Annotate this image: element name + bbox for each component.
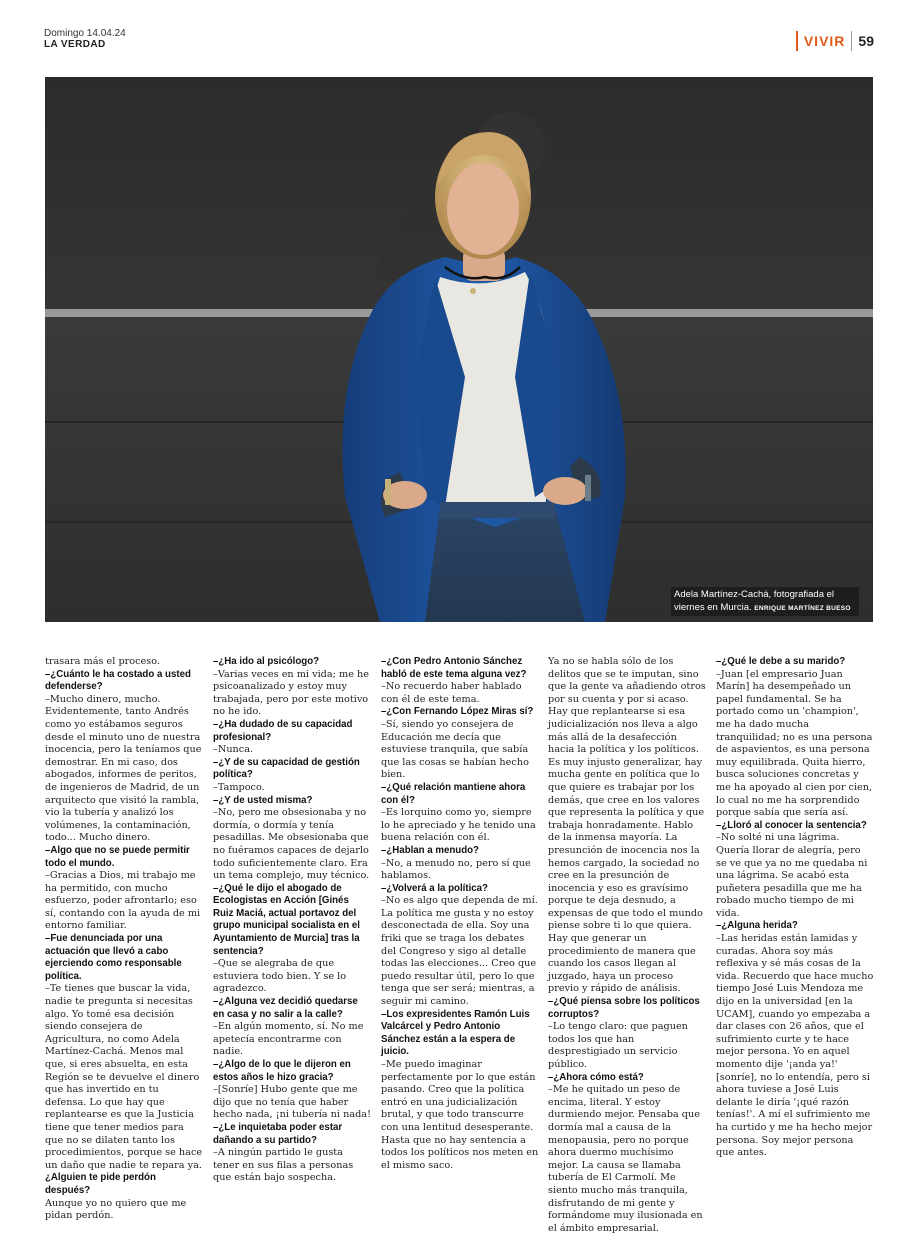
interview-question: –¿Ha dudado de su capacidad profesional?: [213, 718, 353, 743]
interview-answer: –Gracias a Dios, mi trabajo me ha permitido, con mucho esfuerzo, poder afrontarlo; eso sí, contando con la ayuda de mi entorno familiar.: [45, 870, 201, 932]
interview-question: –¿Y de su capacidad de gestión política?: [213, 756, 360, 781]
interview-answer: –[Sonríe] Hubo gente que me dijo que no tenía que haber hecho nada, ¡ni tubería ni nada!: [213, 1084, 371, 1121]
interview-question: –¿Algo de lo que le dijeron en estos años le hizo gracia?: [213, 1059, 351, 1083]
interview-question: –¿Ahora cómo está?: [548, 1071, 644, 1083]
interview-answer: –Juan [el empresario Juan Marín] ha desempeñado un papel fundamental. Se ha portado como un 'champion', me ha dado mucha tranquilidad; no es una persona de aspavientos, es una persona muy equilibrada. Quita hierro, busca soluciones concretas y me ha apoyado al cien por cien, lo cual no me ha sorprendido porque sabía que sería así.: [716, 668, 873, 819]
section-name: VIVIR: [803, 33, 846, 49]
interview-question: –¿Qué le dijo el abogado de Ecologistas en Acción [Ginés Ruiz Maciá, actual portavoz del grupo municipal socialista en el Ayuntamiento de Murcia] tras la sentencia?: [213, 882, 360, 957]
article-column-2: [213, 656, 371, 1184]
interview-question: –¿Lloró al conocer la sentencia?: [716, 819, 867, 831]
interview-question: –¿Ha ido al psicólogo?: [213, 656, 320, 667]
interview-answer: –A ningún partido le gusta tener en sus filas a personas que están bajo sospecha.: [213, 1147, 354, 1184]
section-accent-bar: [796, 31, 798, 51]
article-column-4: [548, 656, 706, 1234]
interview-answer: –Tampoco.: [213, 781, 265, 793]
portrait-illustration: [45, 77, 873, 622]
interview-question: –¿Con Fernando López Miras sí?: [381, 706, 534, 718]
interview-question: –¿Qué relación mantiene ahora con él?: [381, 781, 526, 806]
article-column-1: [45, 656, 203, 1222]
interview-answer: –No recuerdo haber hablado con él de este tema.: [381, 681, 522, 705]
page-number: 59: [858, 33, 874, 49]
interview-answer: –Me puedo imaginar perfectamente por lo que están pasando. Creo que la política entró en una judicialización brutal, y que todo transcurre con una lentitud desesperante. Hasta que no hay sentencia a todos los políticos nos meten en el mismo saco.: [381, 1059, 539, 1171]
newspaper-name: LA VERDAD: [44, 39, 106, 50]
interview-question: –¿Cuánto le ha costado a usted defenderse?: [45, 668, 191, 693]
interview-question: ¿Alguien te pide perdón después?: [45, 1172, 156, 1196]
interview-answer: –Nunca.: [213, 744, 254, 756]
interview-question: –Los expresidentes Ramón Luis Valcárcel y Pedro Antonio Sánchez están a la espera de juicio.: [381, 1008, 530, 1058]
interview-answer: –En algún momento, sí. No me apetecía encontrarme con nadie.: [213, 1021, 364, 1058]
interview-question: –¿Alguna vez decidió quedarse en casa y no salir a la calle?: [213, 996, 358, 1020]
interview-answer: –No solté ni una lágrima. Quería llorar de alegría, pero se ve que ya no me quedaba ni una lágrima. Se acabó esta puñetera pesadilla que me ha robado mucho tiempo de mi vida.: [716, 832, 868, 919]
interview-answer: –Varias veces en mi vida; me he psicoanalizado y estoy muy trabajada, pero por este motivo no he ido.: [213, 668, 369, 718]
interview-answer: –Es lorquino como yo, siempre lo he apreciado y he tenido una buena relación con él.: [381, 807, 536, 844]
interview-question: –¿Qué le debe a su marido?: [716, 656, 846, 667]
interview-answer: –Las heridas están lamidas y curadas. Ahora soy más reflexiva y sé más cosas de la vida. Recuerdo que hace mucho tiempo José Luis Mendoza me dijo en la universidad [en la UCAM], cuando yo empezaba a dar clases con 26 años, que el sufrimiento curte y te hace mejor persona. Yo en aquel momento dije '¡anda ya!' [sonríe], no lo entendía, pero si ahora tuviese a José Luis delante le diría '¡qué razón tenías!'. A mí el sufrimiento me ha curtido y me ha hecho mejor persona. Soy mejor persona que antes.: [716, 933, 874, 1159]
divider: [851, 31, 852, 51]
masthead: [44, 28, 874, 52]
interview-question: –Fue denunciada por una actuación que llevó a cabo ejerciendo como responsable política.: [45, 933, 182, 982]
section-header: [796, 31, 874, 51]
interview-answer: Aunque yo no quiero que me pidan perdón.: [45, 1197, 187, 1222]
article-column-3: [381, 656, 539, 1171]
issue-date: Domingo 14.04.24: [44, 28, 126, 39]
interview-question: –¿Hablan a menudo?: [381, 844, 479, 856]
interview-question: –¿Le inquietaba poder estar dañando a su partido?: [213, 1121, 343, 1146]
interview-question: –¿Y de usted misma?: [213, 794, 313, 806]
interview-answer: –Sí, siendo yo consejera de Educación me decía que estuviese tranquila, que sabía que las cosas se habían hecho bien.: [381, 718, 529, 781]
interview-answer: –Lo tengo claro: que paguen todos los que han desprestigiado un servicio público.: [548, 1021, 688, 1070]
interview-question: –¿Alguna herida?: [716, 920, 798, 932]
interview-question: –Algo que no se puede permitir todo el mundo.: [45, 844, 190, 869]
portrait-photo: [45, 77, 873, 622]
photo-caption: [671, 587, 859, 616]
interview-answer: –No es algo que dependa de mí. La política me gusta y no estoy desconectada de ella. Soy una friki que se traga los debates del Congreso y sigo al detalle todas las elecciones... Creo que puedo resultar útil, pero lo que tenga que ser será; mientras, a seguir mi camino.: [381, 895, 538, 1008]
interview-answer: Ya no se habla sólo de los delitos que se te imputan, sino que la gente va añadiendo otros por su cuenta y por si acaso. Hay que replantearse si esa judicialización nos lleva a algo más allá de la desafección hacia la política y los políticos. Es muy injusto generalizar, hay mucha gente en política que lo que quiere es trabajar por los demás, que cree en los valores que representa la política y que trabaja honradamente. Hablo de la inmensa mayoría. La presunción de inocencia nos la hemos cargado, la sociedad no cree en la presunción de inocencia y eso es gravísimo porque te deja desnudo, a expensas de que todo el mundo piense sobre ti lo que quiera. Hay que generar un procedimiento de manera que cuando los casos llegan al juzgado, haya un proceso previo y rápido de análisis.: [548, 656, 706, 995]
interview-answer: –Te tienes que buscar la vida, nadie te pregunta si necesitas algo. Yo tomé esa decisión siendo consejera de Agricultura, no como Adela Martínez-Cachá. Menos mal que, si eres absuelta, en esta Región se te devuelve el dinero que has invertido en tu defensa. Lo que hay que replantearse es que la Justicia tiene que tener medios para que no se dilaten tanto los procedimientos, porque se hace un daño que nadie te repara ya.: [45, 983, 203, 1171]
photo-credit: ENRIQUE MARTÍNEZ BUESO: [754, 605, 851, 612]
interview-question: –¿Volverá a la política?: [381, 882, 488, 894]
interview-question: –¿Qué piensa sobre los políticos corruptos?: [548, 996, 700, 1020]
interview-answer: –Me he quitado un peso de encima, literal. Y estoy durmiendo mejor. Pensaba que dormía mal a causa de la menopausia, pero no porque ahora duermo muchísimo mejor. La causa se llamaba tubería de El Carmolí. Me siento mucho más tranquila, disfrutando de mi gente y formándome muy ilusionada en el ámbito empresarial.: [548, 1084, 703, 1234]
interview-answer: trasara más el proceso.: [45, 656, 160, 667]
interview-answer: –Mucho dinero, mucho. Evidentemente, tanto Andrés como yo estábamos seguros desde el minuto uno de nuestra inocencia, pero la teníamos que demostrar. En mi caso, dos abogados, informes de peritos, de ingenieros de Madrid, de un arquitecto que visitó la rambla, vio la tubería y analizó los volúmenes, la contaminación, todo... Mucho dinero.: [45, 693, 202, 844]
interview-answer: –No, a menudo no, pero sí que hablamos.: [381, 857, 531, 882]
article-column-5: [716, 656, 874, 1159]
interview-answer: –Que se alegraba de que estuviera todo bien. Y se lo agradezco.: [213, 958, 347, 995]
interview-question: –¿Con Pedro Antonio Sánchez habló de este tema alguna vez?: [381, 656, 527, 680]
interview-answer: –No, pero me obsesionaba y no dormía, o dormía y tenía pesadillas. Me obsesionaba que no fuéramos capaces de dejarlo todo suficientemente claro. Era un tema complejo, muy técnico.: [213, 807, 370, 882]
caption-text: Adela Martínez-Cachá, fotografiada el viernes en Murcia.: [674, 589, 835, 613]
